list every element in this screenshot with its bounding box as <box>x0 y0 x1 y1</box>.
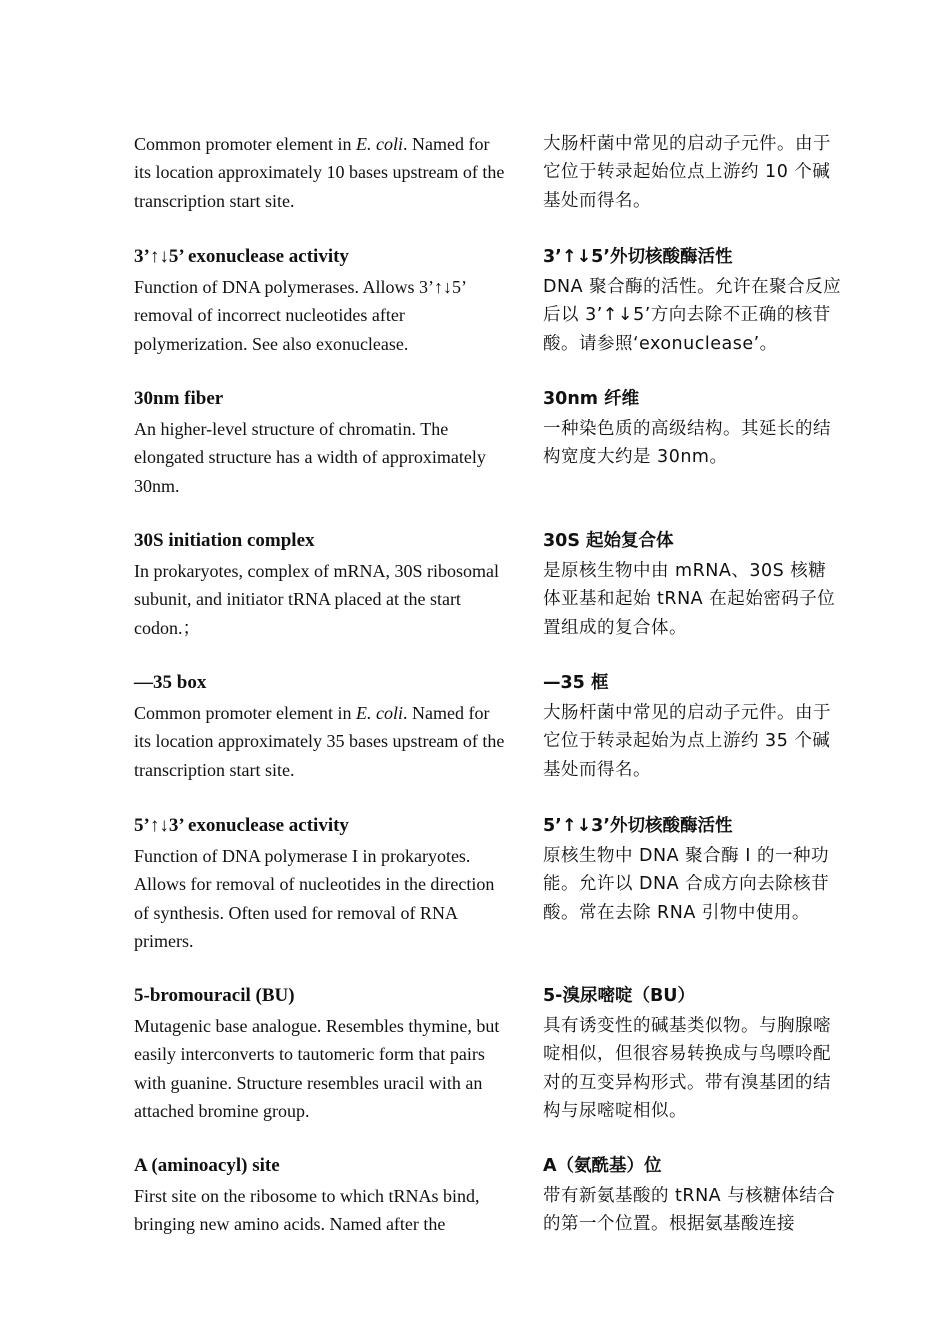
term-heading: —35 框 <box>543 673 609 693</box>
definition: Function of DNA polymerases. Allows 3’↑↓5’ removal of incorrect nucleotides after polymerization. See also exonuclease. <box>134 277 466 354</box>
glossary-entry <box>134 527 506 669</box>
glossary-entry <box>543 1152 843 1239</box>
term-heading: 3’↑↓5’外切核酸酶活性 <box>543 247 733 267</box>
definition: 带有新氨基酸的 tRNA 与核糖体结合的第一个位置。根据氨基酸连接 <box>543 1186 836 1235</box>
term-heading: 5-bromouracil (BU) <box>134 985 295 1006</box>
definition: Common promoter element in E. coli. Named for its location approximately 35 bases upstream of the transcription start site. <box>134 703 505 780</box>
term-heading: 30nm fiber <box>134 388 224 409</box>
definition: 是原核生物中由 mRNA、30S 核糖体亚基和起始 tRNA 在起始密码子位置组成的复合体。 <box>543 561 836 638</box>
definition: DNA 聚合酶的活性。允许在聚合反应后以 3’↑↓5’方向去除不正确的核苷酸。请参照‘exonuclease’。 <box>543 277 842 354</box>
term-heading: 30S initiation complex <box>134 530 315 551</box>
definition: Common promoter element in E. coli. Named for its location approximately 10 bases upstream of the transcription start site. <box>134 134 505 211</box>
definition: 大肠杆菌中常见的启动子元件。由于它位于转录起始位点上游约 10 个碱基处而得名。 <box>543 134 831 211</box>
definition: An higher-level structure of chromatin. The elongated structure has a width of approximately 30nm. <box>134 419 486 496</box>
glossary-entry <box>543 982 843 1152</box>
definition: 原核生物中 DNA 聚合酶 I 的一种功能。允许以 DNA 合成方向去除核苷酸。常在去除 RNA 引物中使用。 <box>543 846 830 923</box>
term-heading: A（氨酰基）位 <box>543 1156 662 1176</box>
term-heading: 5’↑↓3’外切核酸酶活性 <box>543 816 733 836</box>
definition: 一种染色质的高级结构。其延长的结构宽度大约是 30nm。 <box>543 419 831 468</box>
definition: 大肠杆菌中常见的启动子元件。由于它位于转录起始为点上游约 35 个碱基处而得名。 <box>543 703 831 780</box>
term-heading: 30nm 纤维 <box>543 389 640 409</box>
glossary-entry <box>543 385 843 527</box>
definition: 具有诱变性的碱基类似物。与胸腺嘧啶相似，但很容易转换成与鸟嘌呤配对的互变异构形式。带有溴基团的结构与尿嘧啶相似。 <box>543 1016 831 1121</box>
glossary-entry <box>134 812 506 982</box>
glossary-entry <box>134 130 506 243</box>
glossary-entry <box>134 385 506 527</box>
english-column <box>134 130 506 1239</box>
glossary-entry <box>134 1152 506 1239</box>
definition: Mutagenic base analogue. Resembles thymine, but easily interconverts to tautomeric form that pairs with guanine. Structure resembles uracil with an attached bromine group. <box>134 1016 500 1121</box>
term-heading: 30S 起始复合体 <box>543 531 674 551</box>
glossary-entry <box>134 243 506 385</box>
term-heading: 3’↑↓5’ exonuclease activity <box>134 246 349 267</box>
glossary-entry <box>543 669 843 812</box>
glossary-entry <box>543 130 843 243</box>
glossary-entry <box>134 669 506 812</box>
term-heading: A (aminoacyl) site <box>134 1155 280 1176</box>
definition: Function of DNA polymerase I in prokaryotes. Allows for removal of nucleotides in the direction of synthesis. Often used for removal of RNA primers. <box>134 846 495 951</box>
term-heading: —35 box <box>134 672 207 693</box>
term-heading: 5-溴尿嘧啶（BU） <box>543 986 695 1006</box>
chinese-column <box>543 130 843 1239</box>
glossary-entry <box>134 982 506 1152</box>
glossary-entry <box>543 812 843 982</box>
glossary-entry <box>543 527 843 669</box>
glossary-entry <box>543 243 843 385</box>
definition: In prokaryotes, complex of mRNA, 30S ribosomal subunit, and initiator tRNA placed at the start codon.； <box>134 561 499 638</box>
term-heading: 5’↑↓3’ exonuclease activity <box>134 815 349 836</box>
definition: First site on the ribosome to which tRNAs bind, bringing new amino acids. Named after the <box>134 1186 480 1235</box>
